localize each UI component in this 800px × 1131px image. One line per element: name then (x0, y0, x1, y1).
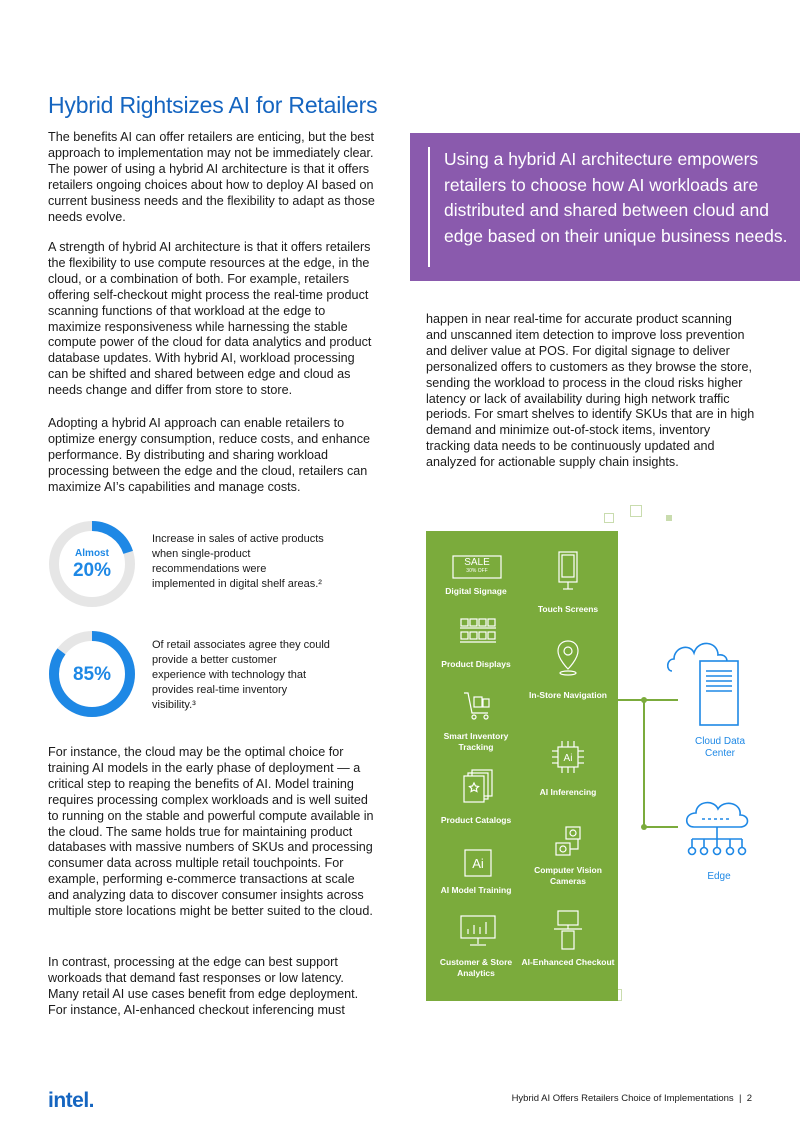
intel-logo: intel. (48, 1089, 95, 1112)
callout-bar (428, 147, 430, 267)
use-case-label: In-Store Navigation (529, 690, 607, 700)
page-footer: Hybrid AI Offers Retailers Choice of Implementations | 2 (511, 1093, 752, 1104)
ai-chip-icon (462, 847, 494, 879)
sale-sign-subtext: 30% OFF (466, 568, 488, 574)
use-case-label: Product Displays (441, 659, 511, 669)
stat-value: 85% (72, 664, 112, 685)
location-pin-icon (556, 639, 580, 677)
camera-icon (554, 825, 584, 861)
use-case-label: Product Catalogs (440, 815, 512, 825)
ai-chip-text: Ai (472, 856, 484, 871)
body-paragraph: Adopting a hybrid AI approach can enable retailers to optimize energy consumption, reduce costs, and enhance performance. By distributing and sharing workload processing between the edge and the cloud, retailers can maximize AI’s capabilities and manage costs. (48, 416, 371, 494)
use-case-label: AI Model Training (440, 885, 512, 895)
use-case-label: Computer Vision Cameras (534, 865, 602, 886)
stat-prefix: Almost (75, 548, 109, 559)
sale-sign-icon (452, 555, 502, 579)
callout-text: Using a hybrid AI architecture empowers retailers to choose how AI workloads are distributed and shared between cloud and edge based on their unique business needs. (444, 149, 788, 246)
page-title: Hybrid Rightsizes AI for Retailers (48, 92, 378, 118)
edge-network-icon (682, 797, 752, 865)
use-case-label: AI-Enhanced Checkout (521, 957, 615, 967)
product-display-icon (460, 617, 496, 645)
deco-square (604, 513, 614, 523)
inventory-cart-icon (462, 689, 494, 721)
body-paragraph: A strength of hybrid AI architecture is that it offers retailers the flexibility to use compute resources at the edge, in the cloud, or a combination of both. For example, retailers offering self-checkout might process the real-time product scanning functions of that workload at the edge to maximize responsiveness while harnessing the stable compute power of the cloud for data analytics and product database updates. With hybrid AI, workload processing can be shifted and shared between edge and cloud as needs change and differ from store to store. (48, 240, 372, 398)
stat-value: 20% (72, 560, 112, 581)
hybrid-ai-diagram (420, 505, 800, 1025)
edge-use-case-panel (426, 531, 618, 1001)
checkout-kiosk-icon (552, 909, 584, 951)
pull-quote-callout (410, 133, 800, 281)
deco-square (666, 515, 672, 521)
body-paragraph: In contrast, processing at the edge can best support workoads that demand fast responses or low latency. Many retail AI use cases benefit from edge deployment. For instance, AI-enhanced checkout inferencing must (48, 955, 359, 1017)
touch-screen-icon (558, 551, 578, 591)
catalog-icon (462, 769, 494, 803)
sale-sign-text: SALE (464, 557, 490, 568)
cloud-data-center-label: Cloud Data Center (694, 736, 746, 759)
stat-block (48, 630, 378, 720)
analytics-monitor-icon (460, 915, 496, 947)
use-case-label: Digital Signage (445, 586, 507, 596)
use-case-label: Customer & Store Analytics (439, 957, 513, 978)
stat-block (48, 520, 378, 610)
stat-description: Of retail associates agree they could provide a better customer experience with technology that provides real-time inventory visibility.³ (152, 639, 330, 711)
body-paragraph: happen in near real-time for accurate product scanning and unscanned item detection to improve loss prevention and deliver value at POS. For digital signage to deliver personalized offers to customers as they browse the store, sending the workload to process in the cloud risks higher latency or lack of availability during high network traffic periods. For smart shelves to identify SKUs that are in high demand and minimize out-of-stock items, inventory tracking data needs to be continuously updated and analyzed for actionable supply chain insights. (426, 312, 755, 470)
use-case-label: AI Inferencing (539, 787, 597, 797)
cloud-data-center-icon (664, 629, 754, 729)
stat-description: Increase in sales of active products when single-product recommendations were implemented in digital shelf areas.² (152, 533, 324, 590)
body-paragraph: For instance, the cloud may be the optimal choice for training AI models in the early phase of deployment — a critical step to reaping the benefits of AI. Model training requires processing complex workloads and is well suited to running on the stable and powerful compute available in the cloud. The same holds true for maintaining product databases with massive numbers of SKUs and processing consumer data across multiple retail touchpoints. For example, performing e-commerce transactions at scale and analyzing data to discover consumer insights across multiple store locations might be better suited to the cloud. (48, 745, 374, 919)
use-case-label: Touch Screens (537, 604, 599, 614)
use-case-label: Smart Inventory Tracking (443, 731, 509, 752)
deco-square (630, 505, 642, 517)
body-paragraph: The benefits AI can offer retailers are enticing, but the best approach to implementation may not be immediately clear. The power of using a hybrid AI architecture is that it offers retailers ongoing choices about how to deploy AI based on current business needs and the flexibility to adapt as those needs evolve. (48, 130, 375, 224)
ai-chip-text: Ai (563, 753, 573, 764)
edge-label: Edge (707, 871, 731, 882)
ai-inferencing-chip-icon (550, 739, 586, 775)
